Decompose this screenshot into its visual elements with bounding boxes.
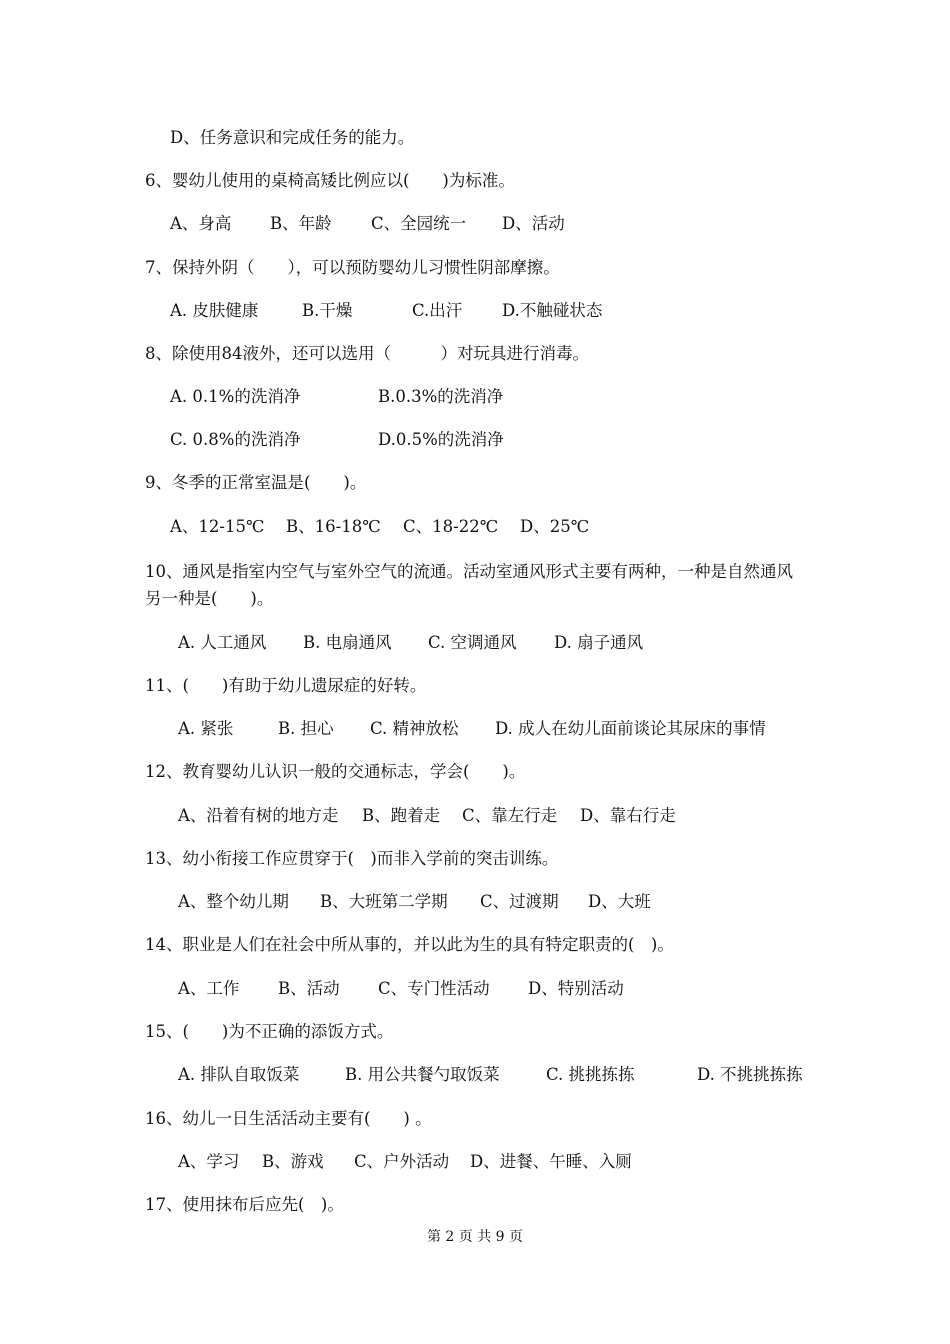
q9-option-c: C、18-22℃ xyxy=(403,517,499,536)
q12-option-c: C、靠左行走 xyxy=(462,806,558,825)
q11-option-a: A. 紧张 xyxy=(178,719,234,738)
question-12: 12、教育婴幼儿认识一般的交通标志，学会( )。 xyxy=(145,762,526,781)
question-8: 8、除使用84液外，还可以选用（ ）对玩具进行消毒。 xyxy=(145,344,589,363)
q16-option-a: A、学习 xyxy=(178,1152,240,1171)
question-17: 17、使用抹布后应先( )。 xyxy=(145,1195,344,1214)
q12-option-d: D、靠右行走 xyxy=(580,806,676,825)
q14-option-a: A、工作 xyxy=(178,979,240,998)
q13-option-b: B、大班第二学期 xyxy=(320,892,448,911)
q16-option-b: B、游戏 xyxy=(262,1152,324,1171)
question-7: 7、保持外阴（ ），可以预防婴幼儿习惯性阴部摩擦。 xyxy=(145,258,560,277)
q9-option-b: B、16-18℃ xyxy=(286,517,381,536)
q11-option-d: D. 成人在幼儿面前谈论其尿床的事情 xyxy=(495,719,766,738)
q10-option-c: C. 空调通风 xyxy=(428,633,517,652)
question-9: 9、冬季的正常室温是( )。 xyxy=(145,473,367,492)
q14-option-b: B、活动 xyxy=(278,979,340,998)
q13-option-d: D、大班 xyxy=(588,892,651,911)
q6-option-d: D、活动 xyxy=(502,214,565,233)
question-13: 13、幼小衔接工作应贯穿于( )而非入学前的突击训练。 xyxy=(145,849,559,868)
q14-option-d: D、特别活动 xyxy=(528,979,624,998)
q6-option-b: B、年龄 xyxy=(270,214,332,233)
q15-option-d: D. 不挑挑拣拣 xyxy=(697,1065,803,1084)
q6-option-c: C、全园统一 xyxy=(371,214,467,233)
q11-option-b: B. 担心 xyxy=(278,719,334,738)
question-14: 14、职业是人们在社会中所从事的，并以此为生的具有特定职责的( )。 xyxy=(145,935,674,954)
q8-option-d: D.0.5%的洗消净 xyxy=(378,430,504,449)
q10-option-a: A. 人工通风 xyxy=(178,633,267,652)
q16-option-d: D、进餐、午睡、入厕 xyxy=(470,1152,632,1171)
page-footer: 第 2 页 共 9 页 xyxy=(426,1229,524,1245)
q14-option-c: C、专门性活动 xyxy=(378,979,490,998)
q5-option-d: D、任务意识和完成任务的能力。 xyxy=(170,128,415,147)
q6-option-a: A、身高 xyxy=(170,214,232,233)
q13-option-c: C、过渡期 xyxy=(480,892,559,911)
q7-option-d: D.不触碰状态 xyxy=(502,301,603,320)
q11-option-c: C. 精神放松 xyxy=(370,719,459,738)
q15-option-a: A. 排队自取饭菜 xyxy=(178,1065,300,1084)
q8-option-a: A. 0.1%的洗消净 xyxy=(170,387,301,406)
q7-option-b: B.干燥 xyxy=(302,301,353,320)
q12-option-b: B、跑着走 xyxy=(362,806,441,825)
q8-option-c: C. 0.8%的洗消净 xyxy=(170,430,301,449)
q15-option-c: C. 挑挑拣拣 xyxy=(546,1065,635,1084)
question-15: 15、( )为不正确的添饭方式。 xyxy=(145,1022,394,1041)
q7-option-a: A. 皮肤健康 xyxy=(170,301,259,320)
q15-option-b: B. 用公共餐勺取饭菜 xyxy=(345,1065,500,1084)
q10-option-d: D. 扇子通风 xyxy=(554,633,644,652)
q12-option-a: A、沿着有树的地方走 xyxy=(178,806,339,825)
question-16: 16、幼儿一日生活活动主要有( ) 。 xyxy=(145,1109,432,1128)
q9-option-a: A、12-15℃ xyxy=(170,517,265,536)
q13-option-a: A、整个幼儿期 xyxy=(178,892,289,911)
q9-option-d: D、25℃ xyxy=(520,517,590,536)
q7-option-c: C.出汗 xyxy=(412,301,463,320)
q16-option-c: C、户外活动 xyxy=(354,1152,450,1171)
question-10-line-1: 10、通风是指室内空气与室外空气的流通。活动室通风形式主要有两种，一种是自然通风 xyxy=(145,562,793,581)
q8-option-b: B.0.3%的洗消净 xyxy=(378,387,504,406)
q10-option-b: B. 电扇通风 xyxy=(303,633,392,652)
question-10-line-2: 另一种是( )。 xyxy=(145,589,274,608)
question-6: 6、婴幼儿使用的桌椅高矮比例应以( )为标准。 xyxy=(145,171,515,190)
question-11: 11、( )有助于幼儿遗尿症的好转。 xyxy=(145,676,427,695)
